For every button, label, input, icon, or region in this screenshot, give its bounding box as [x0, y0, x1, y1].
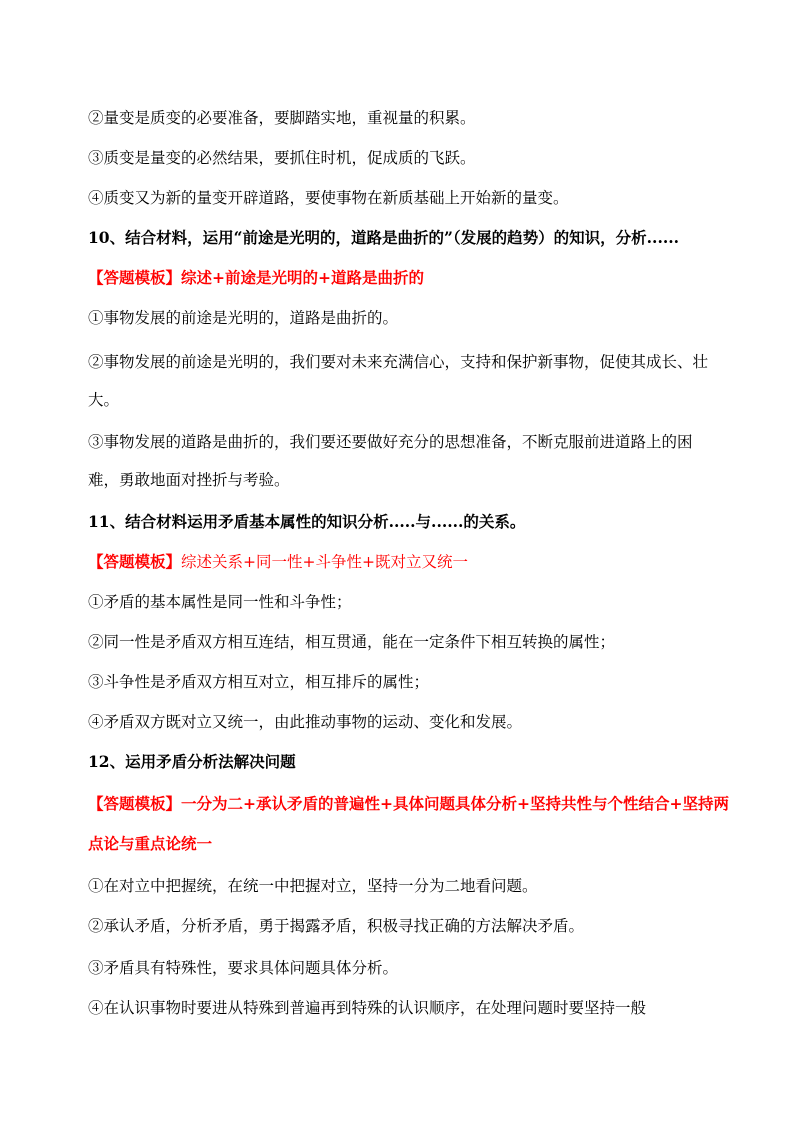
answer-template-label: 【答题模板】	[88, 552, 182, 571]
paragraph-line: ①矛盾的基本属性是同一性和斗争性；	[88, 593, 352, 611]
paragraph-line: ③矛盾具有特殊性，要求具体问题具体分析。	[88, 959, 399, 977]
paragraph-line: ①事物发展的前途是光明的，道路是曲折的。	[88, 309, 399, 327]
paragraph-line: 难，勇敢地面对挫折与考验。	[88, 471, 290, 489]
answer-template-12: 【答题模板】一分为二+承认矛盾的普遍性+具体问题具体分析+坚持共性与个性结合+坚持两	[88, 794, 729, 813]
answer-template-11	[88, 552, 728, 572]
paragraph-line: ②事物发展的前途是光明的，我们要对未来充满信心，支持和保护新事物，促使其成长、壮	[88, 353, 709, 371]
paragraph-line: ②量变是质变的必要准备，要脚踏实地，重视量的积累。	[88, 109, 476, 127]
paragraph-line: ③斗争性是矛盾双方相互对立，相互排斥的属性；	[88, 673, 430, 691]
paragraph-line: 大。	[88, 391, 120, 409]
question-heading-11: 11、结合材料运用矛盾基本属性的知识分析.....与......的关系。	[88, 512, 526, 531]
answer-template-body: 综述关系+同一性+斗争性+既对立又统一	[181, 553, 468, 571]
paragraph-line: ④矛盾双方既对立又统一，由此推动事物的运动、变化和发展。	[88, 713, 523, 731]
paragraph-line: ②同一性是矛盾双方相互连结，相互贯通，能在一定条件下相互转换的属性；	[88, 633, 616, 651]
answer-template-12-cont: 点论与重点论统一	[88, 834, 213, 853]
question-heading-12: 12、运用矛盾分析法解决问题	[88, 752, 296, 771]
paragraph-line: ③事物发展的道路是曲折的，我们要还要做好充分的思想准备，不断克服前进道路上的困	[88, 433, 693, 451]
paragraph-line: ②承认矛盾，分析矛盾，勇于揭露矛盾，积极寻找正确的方法解决矛盾。	[88, 917, 585, 935]
paragraph-line: ④在认识事物时要进从特殊到普遍再到特殊的认识顺序，在处理问题时要坚持一般	[88, 999, 647, 1017]
answer-template-10: 【答题模板】综述+前途是光明的+道路是曲折的	[88, 268, 424, 287]
question-heading-10: 10、结合材料，运用“前途是光明的，道路是曲折的”（发展的趋势）的知识，分析......	[88, 228, 680, 247]
paragraph-line: ③质变是量变的必然结果，要抓住时机，促成质的飞跃。	[88, 149, 476, 167]
paragraph-line: ④质变又为新的量变开辟道路，要使事物在新质基础上开始新的量变。	[88, 189, 569, 207]
paragraph-line: ①在对立中把握统，在统一中把握对立，坚持一分为二地看问题。	[88, 877, 538, 895]
